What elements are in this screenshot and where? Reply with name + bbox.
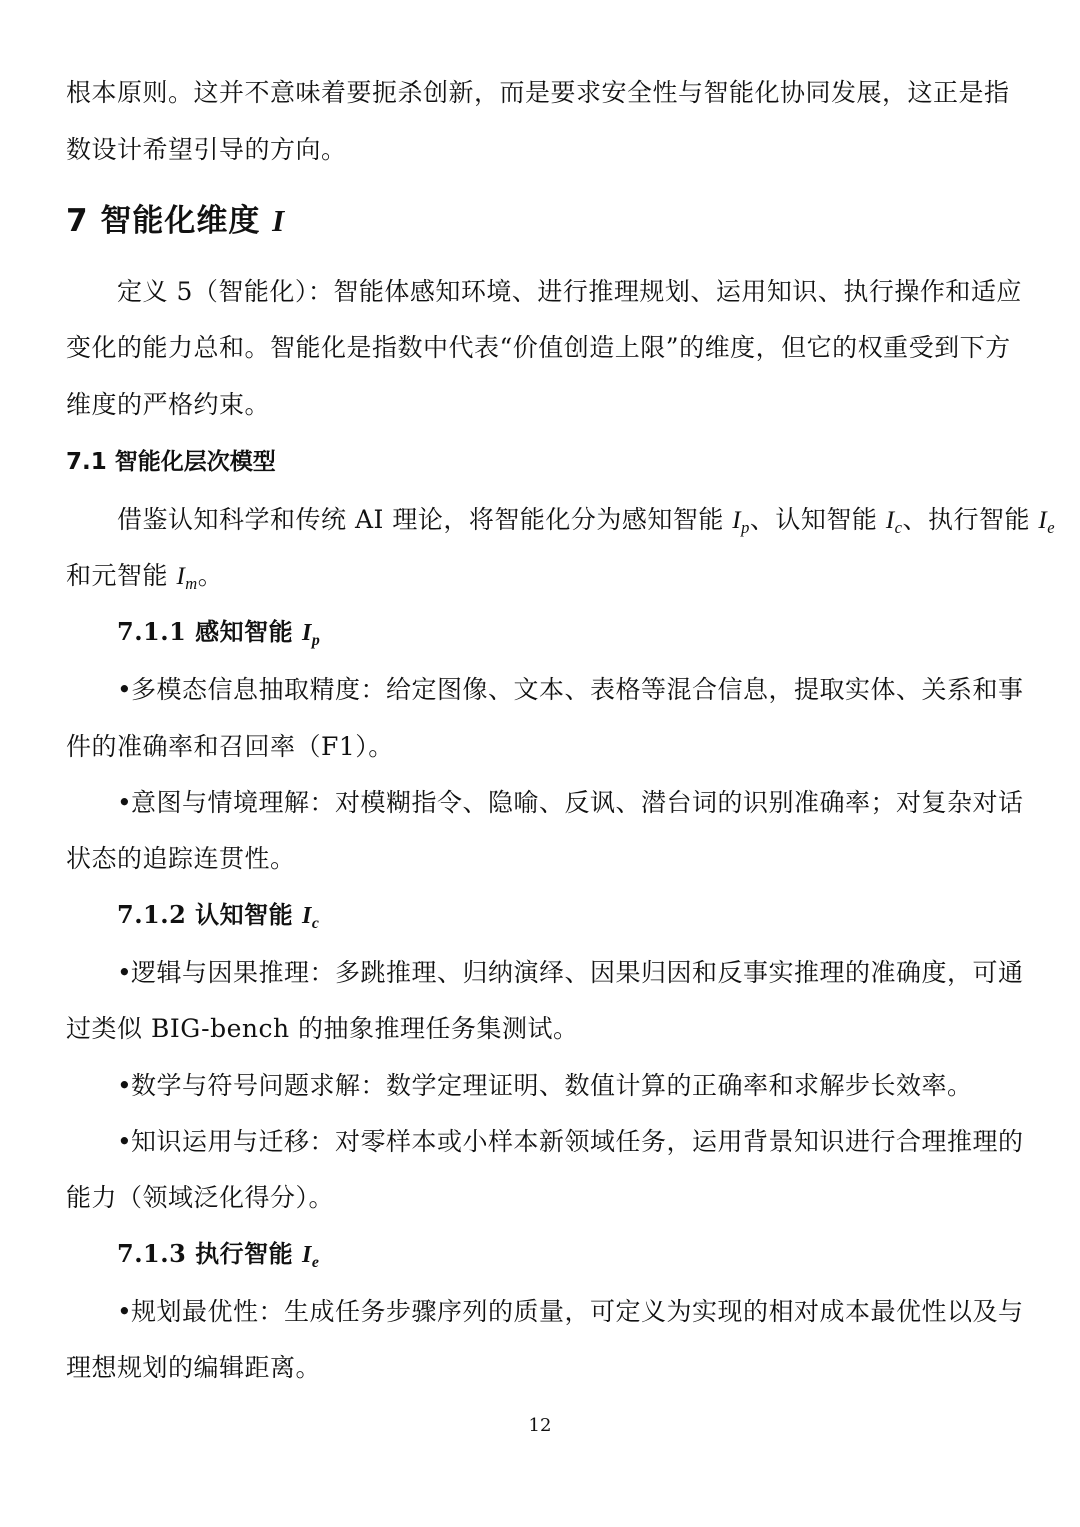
subsubsection-heading-7-1-3 <box>117 1235 319 1282</box>
text-run: 逻辑与因果推理：多跳推理、归纳演绎、因果归因和反事实推理的准确度，可通 <box>131 958 1024 987</box>
paragraph-line: 根本原则。这并不意味着要扼杀创新，而是要求安全性与智能化协同发展，这正是指 <box>66 78 1010 107</box>
text-run: 知识运用与迁移：对零样本或小样本新领域任务，运用背景知识进行合理推理的 <box>131 1127 1024 1156</box>
text-run: 规划最优性：生成任务步骤序列的质量，可定义为实现的相对成本最优性以及与 <box>131 1297 1024 1326</box>
subscript: m <box>185 573 198 593</box>
subscript: e <box>1047 517 1056 537</box>
subscript: p <box>311 631 321 649</box>
subsubsection-title: 认知智能 <box>195 900 294 929</box>
bullet-icon: • <box>117 1297 133 1326</box>
subsubsection-title: 感知智能 <box>195 617 294 646</box>
definition-line: 维度的严格约束。 <box>66 390 271 419</box>
bullet-item <box>117 953 1024 993</box>
text-run: 。 <box>197 561 224 590</box>
bullet-icon: • <box>117 1127 133 1156</box>
subscript: c <box>311 914 320 932</box>
definition-line: 定义 5（智能化）：智能体感知环境、进行推理规划、运用知识、执行操作和适应 <box>117 277 1022 306</box>
bullet-item <box>117 783 1024 823</box>
symbol-I: I <box>302 903 312 929</box>
symbol-I: I <box>302 620 312 646</box>
section-symbol: I <box>272 203 286 238</box>
paragraph-line <box>117 500 1055 548</box>
definition-line: 变化的能力总和。智能化是指数中代表“价值创造上限”的维度，但它的权重受到下方 <box>66 333 1011 362</box>
bullet-item <box>117 1122 1024 1162</box>
bullet-continuation: 理想规划的编辑距离。 <box>66 1353 322 1382</box>
section-title: 智能化维度 <box>100 203 261 239</box>
paragraph-line: 数设计希望引导的方向。 <box>66 135 347 164</box>
subsubsection-number: 7.1.3 <box>117 1239 187 1268</box>
symbol-I: I <box>176 563 186 590</box>
subscript: e <box>311 1253 320 1271</box>
text-run: 借鉴认知科学和传统 AI 理论，将智能化分为感知智能 <box>117 505 733 534</box>
subsubsection-title: 执行智能 <box>195 1239 294 1268</box>
symbol-I: I <box>885 507 895 534</box>
subsection-title: 智能化层次模型 <box>114 449 276 475</box>
section-heading-7 <box>66 199 285 243</box>
text-run: 、执行智能 <box>902 505 1039 534</box>
subsection-heading-7-1 <box>66 444 276 480</box>
bullet-icon: • <box>117 675 133 704</box>
text-run: 多模态信息抽取精度：给定图像、文本、表格等混合信息，提取实体、关系和事 <box>131 675 1024 704</box>
text-run: 、认知智能 <box>749 505 886 534</box>
section-number: 7 <box>66 203 89 239</box>
subsubsection-number: 7.1.2 <box>117 900 187 929</box>
bullet-item <box>117 1292 1024 1332</box>
text-run: 意图与情境理解：对模糊指令、隐喻、反讽、潜台词的识别准确率；对复杂对话 <box>131 788 1024 817</box>
subscript: c <box>894 517 903 537</box>
bullet-icon: • <box>117 958 133 987</box>
subsection-number: 7.1 <box>66 449 107 475</box>
bullet-continuation: 状态的追踪连贯性。 <box>66 844 296 873</box>
bullet-item <box>117 1066 973 1106</box>
bullet-icon: • <box>117 1071 133 1100</box>
symbol-I: I <box>732 507 742 534</box>
page-number: 12 <box>528 1415 552 1436</box>
paragraph-line <box>66 556 223 604</box>
bullet-item <box>117 670 1024 710</box>
bullet-continuation: 能力（领域泛化得分）。 <box>66 1183 335 1212</box>
subsubsection-heading-7-1-1 <box>117 613 320 660</box>
text-run: 和元智能 <box>66 561 177 590</box>
subsubsection-heading-7-1-2 <box>117 896 319 943</box>
symbol-I: I <box>1038 507 1048 534</box>
bullet-continuation: 过类似 BIG-bench 的抽象推理任务集测试。 <box>66 1014 579 1043</box>
symbol-I: I <box>302 1242 312 1268</box>
text-run: 数学与符号问题求解：数学定理证明、数值计算的正确率和求解步长效率。 <box>131 1071 973 1100</box>
subsubsection-number: 7.1.1 <box>117 617 187 646</box>
subscript: p <box>741 517 750 537</box>
bullet-icon: • <box>117 788 133 817</box>
bullet-continuation: 件的准确率和召回率（F1）。 <box>66 732 394 761</box>
